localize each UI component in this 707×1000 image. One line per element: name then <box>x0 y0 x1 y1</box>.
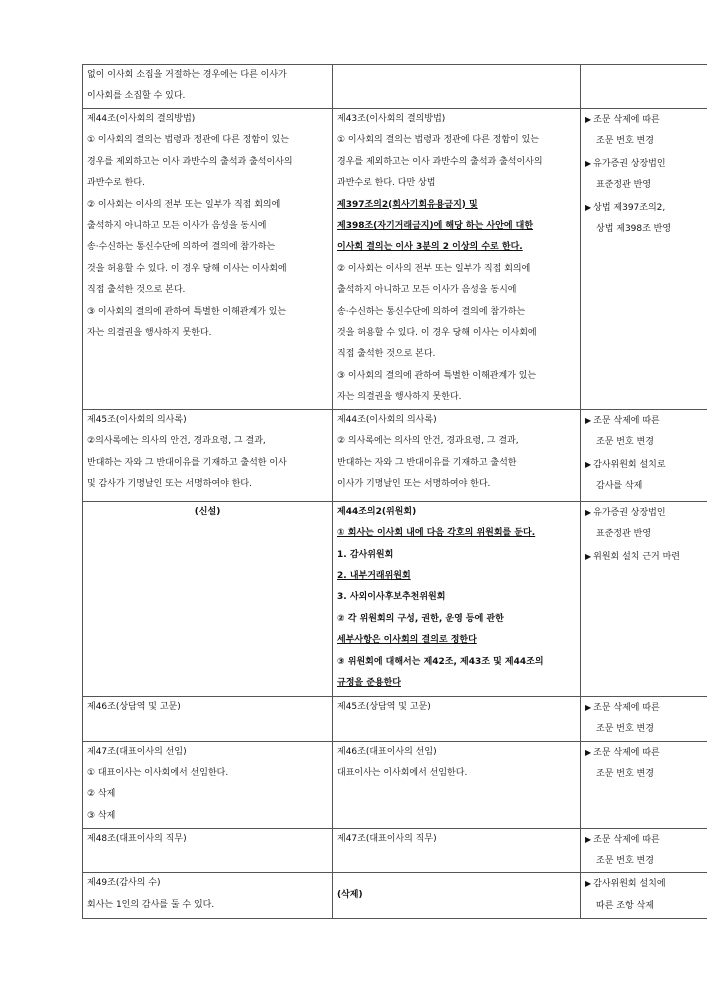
text-line: ② 이사회는 이사의 전부 또는 일부가 직접 회의에 <box>337 263 531 274</box>
article-title: 제48조(대표이사의 직무) <box>87 833 187 844</box>
text-line: ① 대표이사는 이사회에서 선임한다. <box>87 767 229 778</box>
before-cell <box>83 741 333 828</box>
note-cell <box>581 873 707 919</box>
article-title: 제44조(이사회의 의사록) <box>337 414 437 425</box>
text-line: ③ 이사회의 결의에 관하여 특별한 이해관계가 있는 <box>87 306 287 317</box>
arrow-icon: ▶ <box>585 507 592 517</box>
comparison-table <box>82 64 707 919</box>
note-cell <box>581 828 707 873</box>
before-cell <box>83 828 333 873</box>
article-title: 제44조의2(위원회) <box>337 506 417 517</box>
arrow-icon: ▶ <box>585 459 592 469</box>
arrow-icon: ▶ <box>585 702 592 712</box>
article-title: 제44조(이사회의 결의방법) <box>87 114 196 124</box>
revision-note: ▶ 감사위원회 설치로 감사를 삭제 <box>585 459 666 491</box>
text-line: 반대하는 자와 그 반대이유를 기재하고 출석한 이사 <box>87 457 287 468</box>
revision-note: ▶ 조문 삭제에 따른 조문 번호 변경 <box>585 747 660 779</box>
text-line: ③ 이사회의 결의에 관하여 특별한 이해관계가 있는 <box>337 370 537 381</box>
text-line: ② 의사록에는 의사의 안건, 경과요령, 그 결과, <box>337 436 519 447</box>
text-line: 송·수신하는 통신수단에 의하여 결의에 참가하는 <box>87 242 276 253</box>
article-title: 제46조(상담역 및 고문) <box>87 701 181 712</box>
text-line: 경우를 제외하고는 이사 과반수의 출석과 출석이사의 <box>87 156 293 167</box>
text-line: ① 이사회의 결의는 법령과 정관에 다른 정함이 있는 <box>337 135 539 146</box>
deleted-label: (삭제) <box>337 890 363 901</box>
text-line: 출석하지 아니하고 모든 이사가 음성을 동시에 <box>87 221 267 232</box>
text-line: 대표이사는 이사회에서 선임한다. <box>337 767 468 778</box>
before-cell <box>83 409 333 501</box>
amended-text: 2. 내부거래위원회 <box>337 570 411 581</box>
table-row <box>83 501 707 696</box>
amended-text: ② 각 위원회의 구성, 권한, 운영 등에 관한 <box>337 613 504 624</box>
note-cell <box>581 409 707 501</box>
text-line: 자는 의결권을 행사하지 못한다. <box>337 392 462 403</box>
revision-note: ▶ 조문 삭제에 따른 조문 번호 변경 <box>585 834 660 866</box>
text-line: 이사회를 소집할 수 있다. <box>87 91 186 102</box>
before-cell <box>83 109 333 410</box>
text-line: 직접 출석한 것으로 본다. <box>87 285 186 296</box>
amended-text: 세부사항은 이사회의 결의로 정한다 <box>337 635 477 646</box>
table-row <box>83 828 707 873</box>
after-cell <box>333 741 581 828</box>
after-cell <box>333 828 581 873</box>
amended-text: 이사회 결의는 이사 3분의 2 이상의 수로 한다. <box>337 242 523 253</box>
amended-text: 3. 사외이사후보추천위원회 <box>337 592 446 603</box>
revision-note: ▶ 유가증권 상장법인 표준정관 반영 <box>585 507 666 540</box>
before-cell <box>83 696 333 741</box>
revision-note: ▶ 유가증권 상장법인 표준정관 반영 <box>585 158 666 191</box>
arrow-icon: ▶ <box>585 747 592 757</box>
article-title: 제45조(이사회의 의사록) <box>87 414 187 425</box>
revision-note: ▶ 조문 삭제에 따른 조문 번호 변경 <box>585 115 660 147</box>
table-row <box>83 741 707 828</box>
arrow-icon: ▶ <box>585 415 592 425</box>
arrow-icon: ▶ <box>585 158 592 168</box>
article-title: 제49조(감사의 수) <box>87 878 161 889</box>
article-title: 제43조(이사회의 결의방법) <box>337 114 446 124</box>
amended-text: 규정을 준용한다 <box>337 677 401 688</box>
note-cell <box>581 65 707 109</box>
revision-note: ▶ 조문 삭제에 따른 조문 번호 변경 <box>585 415 660 448</box>
amended-text: 제398조(자기거래금지)에 해당 하는 사안에 대한 <box>337 221 534 232</box>
text-line: ③ 삭제 <box>87 810 116 821</box>
after-cell <box>333 501 581 696</box>
after-cell <box>333 696 581 741</box>
revision-note: ▶ 조문 삭제에 따른 조문 번호 변경 <box>585 702 660 735</box>
table-row <box>83 109 707 410</box>
after-cell <box>333 409 581 501</box>
text-line: 송·수신하는 통신수단에 의하여 결의에 참가하는 <box>337 306 526 317</box>
text-line: 과반수로 한다. <box>87 178 145 189</box>
text-line: ② 이사회는 이사의 전부 또는 일부가 직접 회의에 <box>87 199 281 210</box>
text-line: ① 이사회의 결의는 법령과 정관에 다른 정함이 있는 <box>87 135 289 146</box>
note-cell <box>581 741 707 828</box>
before-cell <box>83 501 333 696</box>
table-row <box>83 873 707 919</box>
revision-note: ▶ 상법 제397조의2, 상법 제398조 반영 <box>585 202 672 235</box>
text-line: 출석하지 아니하고 모든 이사가 음성을 동시에 <box>337 285 517 296</box>
arrow-icon: ▶ <box>585 879 592 889</box>
before-cell <box>83 873 333 919</box>
text-line: 것을 허용할 수 있다. 이 경우 당해 이사는 이사회에 <box>337 328 537 339</box>
article-title: 제47조(대표이사의 선임) <box>87 746 187 757</box>
new-provision-label: (신설) <box>194 506 221 517</box>
text-line: 회사는 1인의 감사를 둘 수 있다. <box>87 899 215 910</box>
after-cell <box>333 65 581 109</box>
table-row <box>83 65 707 109</box>
text-line: 자는 의결권을 행사하지 못한다. <box>87 328 212 339</box>
table-row <box>83 409 707 501</box>
amended-text: 1. 감사위원회 <box>337 549 394 560</box>
after-cell <box>333 109 581 410</box>
text-line: 과반수로 한다. 다만 상법 <box>337 178 436 189</box>
arrow-icon: ▶ <box>585 115 592 124</box>
article-title: 제46조(대표이사의 선임) <box>337 746 437 757</box>
arrow-icon: ▶ <box>585 202 592 212</box>
text-line: 없이 이사회 소집을 거절하는 경우에는 다른 이사가 <box>87 70 287 80</box>
text-line: 이사가 기명날인 또는 서명하여야 한다. <box>337 478 491 489</box>
text-line: 경우를 제외하고는 이사 과반수의 출석과 출석이사의 <box>337 156 543 167</box>
note-cell <box>581 501 707 696</box>
before-cell <box>83 65 333 109</box>
arrow-icon: ▶ <box>585 551 592 561</box>
note-cell <box>581 109 707 410</box>
article-title: 제45조(상담역 및 고문) <box>337 701 431 712</box>
amended-text: 제397조의2(회사기회유용금지) 및 <box>337 199 478 210</box>
note-cell <box>581 696 707 741</box>
text-line: 반대하는 자와 그 반대이유를 기재하고 출석한 <box>337 457 517 468</box>
after-cell <box>333 873 581 919</box>
article-title: 제47조(대표이사의 직무) <box>337 833 437 844</box>
text-line: ②의사록에는 의사의 안건, 경과요령, 그 결과, <box>87 436 266 447</box>
text-line: 및 감사가 기명날인 또는 서명하여야 한다. <box>87 478 252 489</box>
text-line: 직접 출석한 것으로 본다. <box>337 349 436 360</box>
amended-text: ① 회사는 이사회 내에 다음 각호의 위원회를 둔다. <box>337 528 536 539</box>
table-row <box>83 696 707 741</box>
text-line: 것을 허용할 수 있다. 이 경우 당해 이사는 이사회에 <box>87 263 287 274</box>
amended-text: ③ 위원회에 대해서는 제42조, 제43조 및 제44조의 <box>337 656 544 667</box>
revision-note: ▶ 감사위원회 설치에 따른 조항 삭제 <box>585 879 666 911</box>
revision-note: ▶ 위원회 설치 근거 마련 <box>585 551 680 562</box>
text-line: ② 삭제 <box>87 789 116 800</box>
arrow-icon: ▶ <box>585 834 592 844</box>
